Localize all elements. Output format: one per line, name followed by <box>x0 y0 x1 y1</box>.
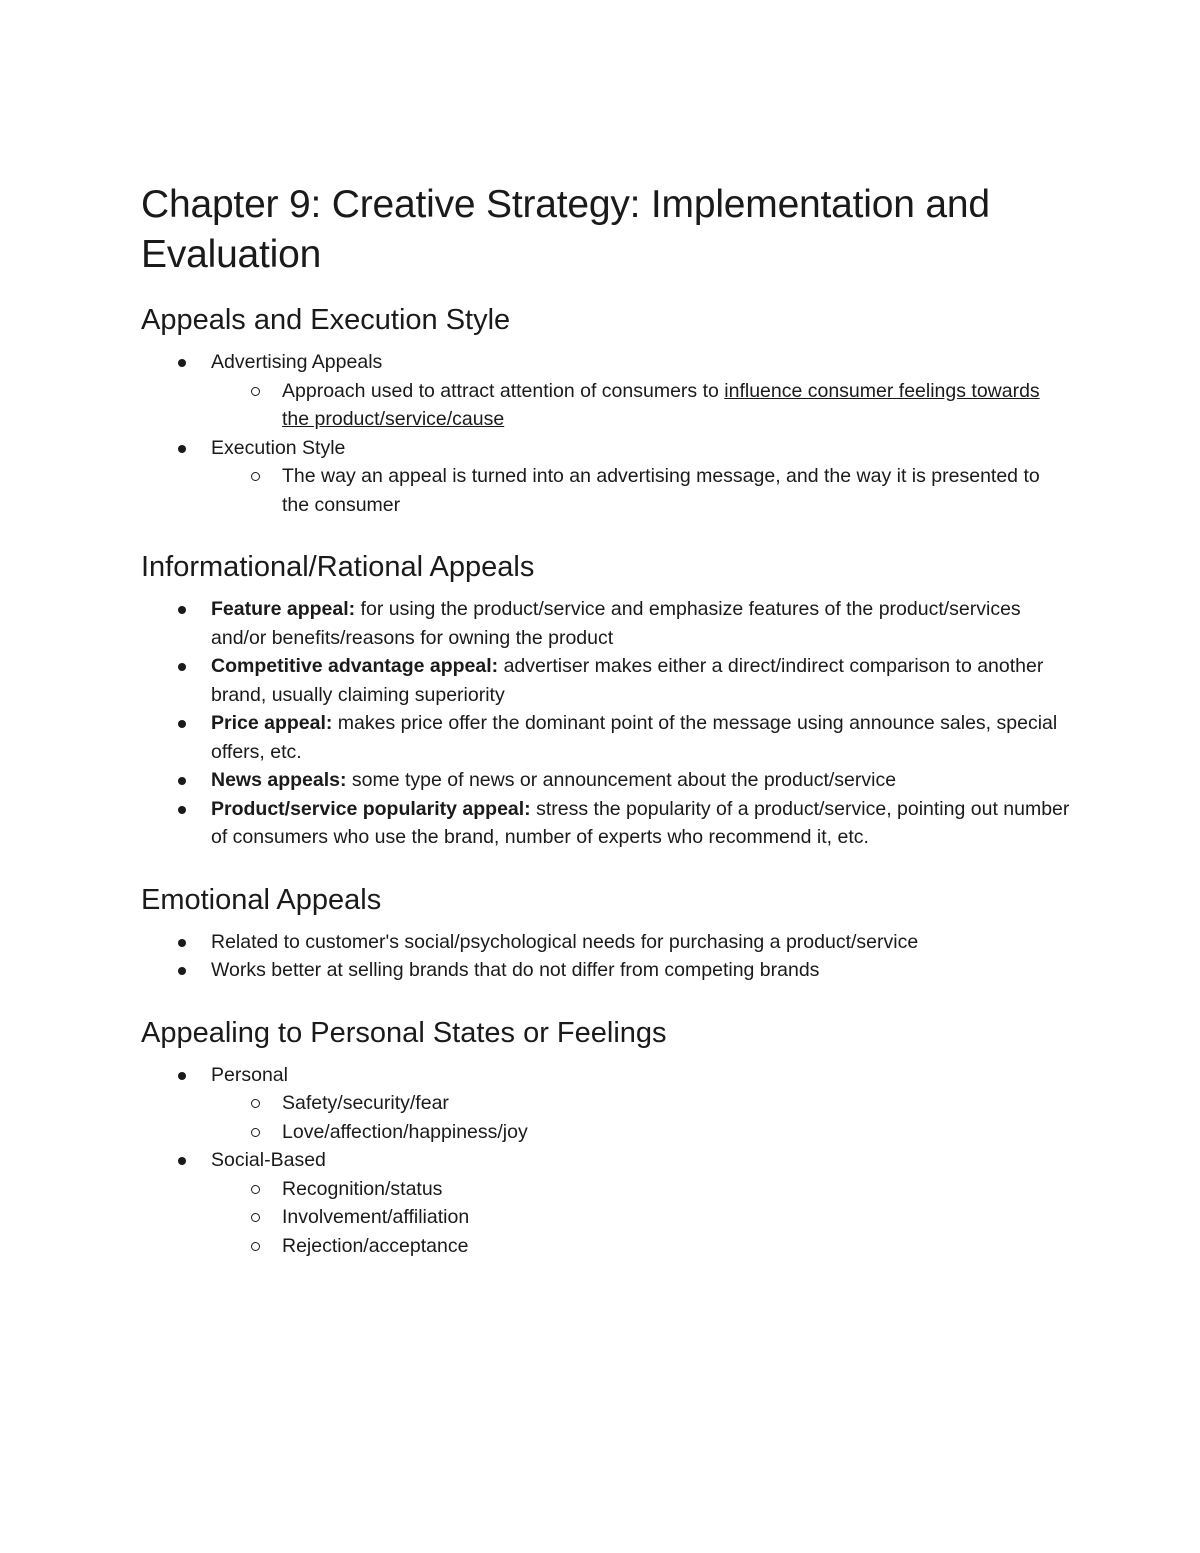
sub-list-item <box>141 1175 1071 1204</box>
section-heading: Informational/Rational Appeals <box>141 551 535 583</box>
list-item <box>141 348 1071 434</box>
sub-list-item <box>141 1089 1071 1118</box>
list-item-text: stress the popularity of a product/service, pointing out number of consumers who use the brand, number of experts who recommend it, etc. <box>211 797 1070 848</box>
hollow-bullet-icon <box>251 1099 260 1108</box>
section-emotional-appeals <box>141 882 1071 985</box>
bullet-icon <box>178 806 186 814</box>
hollow-bullet-icon <box>251 1242 260 1251</box>
sub-item-text: Rejection/acceptance <box>282 1234 469 1257</box>
list-item-text: Related to customer's social/psychological needs for purchasing a product/service <box>211 930 919 953</box>
sub-item-text: The way an appeal is turned into an advertising message, and the way it is presented to the consumer <box>282 465 1040 516</box>
sub-list <box>211 377 1071 434</box>
bullet-icon <box>178 939 186 947</box>
list-item-text: for using the product/service and emphasize features of the product/services and/or benefits/reasons for owning the product <box>211 598 1021 649</box>
term-label: Feature appeal: <box>211 598 356 620</box>
bullet-icon <box>178 359 186 367</box>
section-heading: Emotional Appeals <box>141 883 382 916</box>
sub-item-text: Safety/security/fear <box>282 1092 449 1114</box>
section-heading: Appeals and Execution Style <box>141 304 511 336</box>
bullet-list <box>141 1061 1071 1261</box>
list-item-text: makes price offer the dominant point of the message using announce sales, special offers, etc. <box>211 712 1058 763</box>
underlined-text: influence consumer feelings towards the product/service/cause <box>282 379 1040 430</box>
section-personal-states <box>141 1015 1071 1261</box>
hollow-bullet-icon <box>251 1213 260 1222</box>
sub-list-item <box>141 1118 1071 1147</box>
sub-list-item <box>141 1203 1071 1232</box>
list-item-text: Works better at selling brands that do not differ from competing brands <box>211 959 820 981</box>
section-appeals-execution <box>141 302 1071 519</box>
sub-item-text: Recognition/status <box>282 1177 443 1200</box>
hollow-bullet-icon <box>251 472 260 481</box>
sub-item-text: Involvement/affiliation <box>282 1206 470 1228</box>
list-item-text: Execution Style <box>211 436 346 459</box>
list-item <box>141 709 1071 766</box>
sub-list-item <box>141 1232 1071 1261</box>
hollow-bullet-icon <box>251 1185 260 1194</box>
section-informational-appeals <box>141 549 1071 852</box>
sub-list <box>211 1089 1071 1146</box>
list-item <box>141 956 1071 985</box>
list-item <box>141 434 1071 520</box>
list-item-text: Personal <box>211 1063 288 1086</box>
document-title: Chapter 9: Creative Strategy: Implementation and Evaluation <box>141 183 990 276</box>
list-item <box>141 928 1071 957</box>
bullet-list <box>141 928 1071 985</box>
list-item-text: Social-Based <box>211 1149 326 1171</box>
list-item <box>141 1061 1071 1147</box>
bullet-icon <box>178 967 186 975</box>
bullet-icon <box>178 445 186 453</box>
sub-list <box>211 462 1071 519</box>
list-item <box>141 795 1071 852</box>
hollow-bullet-icon <box>251 1128 260 1137</box>
list-item <box>141 595 1071 652</box>
list-item <box>141 766 1071 795</box>
document-page <box>141 180 1071 1290</box>
term-label: Product/service popularity appeal: <box>211 797 531 820</box>
sub-item-text: Approach used to attract attention of consumers to <box>282 379 725 402</box>
bullet-icon <box>178 606 186 614</box>
term-label: Price appeal: <box>211 712 333 734</box>
bullet-list <box>141 595 1071 852</box>
list-item <box>141 652 1071 709</box>
term-label: Competitive advantage appeal: <box>211 655 499 677</box>
sub-item-text: Love/affection/happiness/joy <box>282 1120 528 1143</box>
list-item-text: advertiser makes either a direct/indirect comparison to another brand, usually claiming superiority <box>211 655 1044 706</box>
list-item-text: some type of news or announcement about the product/service <box>346 769 897 791</box>
section-heading: Appealing to Personal States or Feelings <box>141 1016 667 1049</box>
sub-list-item <box>141 462 1071 519</box>
bullet-icon <box>178 1072 186 1080</box>
sub-list <box>211 1175 1071 1261</box>
term-label: News appeals: <box>211 769 347 791</box>
bullet-list <box>141 348 1071 519</box>
list-item-text: Advertising Appeals <box>211 351 383 373</box>
list-item <box>141 1146 1071 1260</box>
hollow-bullet-icon <box>251 387 260 396</box>
bullet-icon <box>178 1157 186 1165</box>
bullet-icon <box>178 777 186 785</box>
sub-list-item <box>141 377 1071 434</box>
bullet-icon <box>178 663 186 671</box>
bullet-icon <box>178 720 186 728</box>
